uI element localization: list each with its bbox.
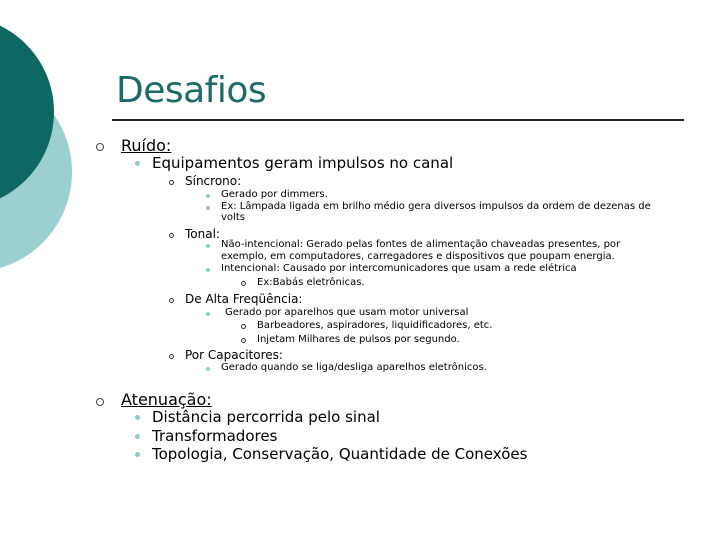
atenuacao-heading: Atenuação: [121,390,212,409]
hollow-bullet-icon [169,354,174,359]
capacitores-label: Por Capacitores: [185,348,283,362]
bullet-icon [206,367,210,371]
tonal-sub: Ex:Babás eletrônicas. [257,277,365,288]
bullet-icon [206,268,210,272]
hollow-bullet-icon [96,398,104,406]
hollow-bullet-icon [96,143,104,151]
hollow-bullet-icon [169,180,174,185]
tonal-item: Não-intencional: Gerado pelas fontes de alimentação chaveadas presentes, por [221,239,621,250]
atenuacao-item: Topologia, Conservação, Quantidade de Conexões [152,445,528,463]
sincrono-item-cont: volts [221,212,245,223]
bullet-icon [135,415,140,420]
bullet-icon [135,161,140,166]
tonal-item-cont: exemplo, em computadores, carregadores e dispositivos que poupam energia. [221,251,615,262]
hollow-bullet-icon [241,281,246,286]
hollow-bullet-icon [169,233,174,238]
ruido-intro: Equipamentos geram impulsos no canal [152,154,454,172]
ruido-heading: Ruído: [121,136,172,155]
alta-item: Gerado por aparelhos que usam motor universal [225,307,469,318]
alta-label: De Alta Freqüência: [185,292,303,306]
bullet-icon [206,194,210,198]
bullet-icon [206,244,210,248]
sincrono-label: Síncrono: [185,174,242,188]
sincrono-item: Gerado por dimmers. [221,189,328,200]
slide-title: Desafios [116,70,267,111]
title-divider [112,119,684,121]
capacitores-item: Gerado quando se liga/desliga aparelhos eletrônicos. [221,362,487,373]
alta-sub: Barbeadores, aspiradores, liquidificadores, etc. [257,320,493,331]
tonal-item: Intencional: Causado por intercomunicadores que usam a rede elétrica [221,263,577,274]
hollow-bullet-icon [241,338,246,343]
atenuacao-item: Transformadores [152,427,278,445]
alta-sub: Injetam Milhares de pulsos por segundo. [257,334,460,345]
decorative-circles [0,0,110,540]
tonal-label: Tonal: [185,227,220,241]
sincrono-item: Ex: Lâmpada ligada em brilho médio gera diversos impulsos da ordem de dezenas de [221,201,651,212]
bullet-icon [135,452,140,457]
hollow-bullet-icon [241,324,246,329]
bullet-icon [206,312,210,316]
bullet-icon [206,206,210,210]
hollow-bullet-icon [169,298,174,303]
bullet-icon [135,434,140,439]
atenuacao-item: Distância percorrida pelo sinal [152,408,380,426]
